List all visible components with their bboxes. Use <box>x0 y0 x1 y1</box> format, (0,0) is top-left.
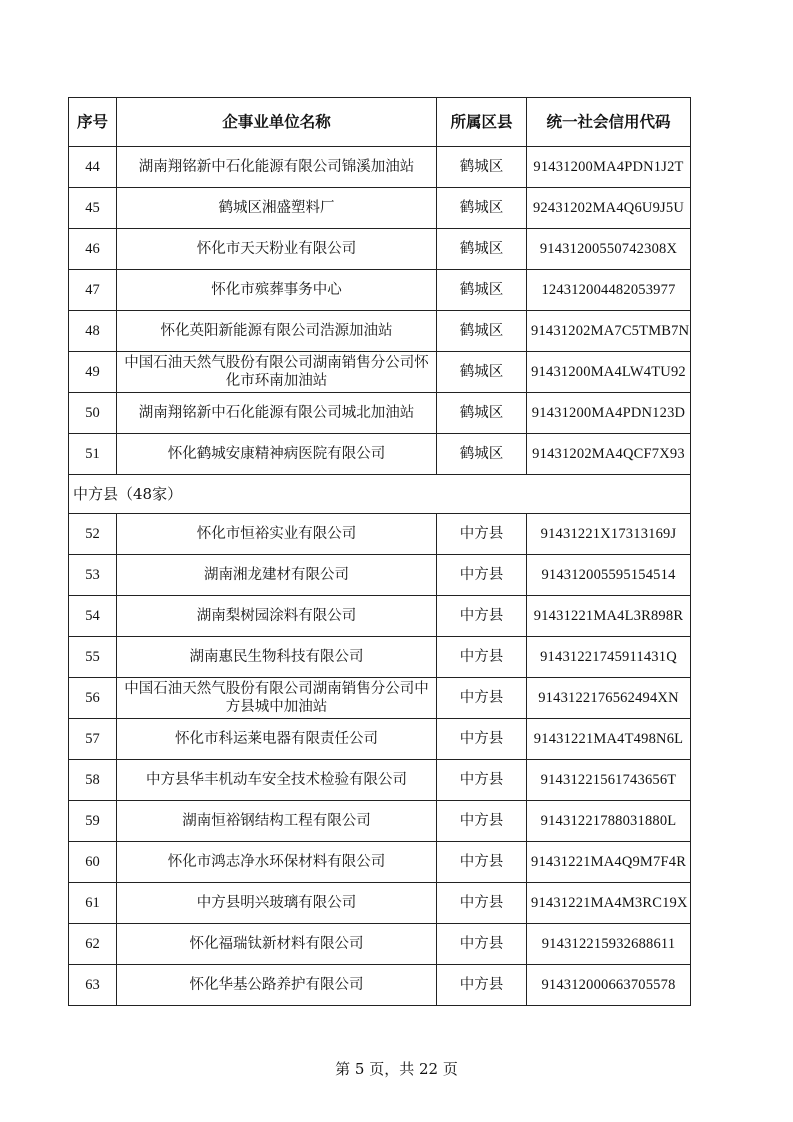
cell-district: 中方县 <box>437 801 527 842</box>
cell-seq: 51 <box>69 434 117 475</box>
cell-name: 怀化市鸿志净水环保材料有限公司 <box>117 842 437 883</box>
cell-credit-code: 91431221745911431Q <box>527 637 691 678</box>
cell-name: 鹤城区湘盛塑料厂 <box>117 188 437 229</box>
cell-credit-code: 91431221MA4M3RC19X <box>527 883 691 924</box>
cell-district: 中方县 <box>437 719 527 760</box>
cell-name: 湖南梨树园涂料有限公司 <box>117 596 437 637</box>
cell-seq: 60 <box>69 842 117 883</box>
table-row <box>69 270 691 311</box>
cell-name: 湖南翔铭新中石化能源有限公司锦溪加油站 <box>117 147 437 188</box>
table-row <box>69 883 691 924</box>
cell-name: 怀化福瑞钛新材料有限公司 <box>117 924 437 965</box>
table-row <box>69 596 691 637</box>
table-row <box>69 434 691 475</box>
cell-seq: 55 <box>69 637 117 678</box>
cell-district: 中方县 <box>437 883 527 924</box>
table-row <box>69 924 691 965</box>
cell-name: 湖南惠民生物科技有限公司 <box>117 637 437 678</box>
cell-district: 鹤城区 <box>437 352 527 393</box>
cell-district: 中方县 <box>437 924 527 965</box>
cell-district: 鹤城区 <box>437 229 527 270</box>
cell-name: 怀化市天天粉业有限公司 <box>117 229 437 270</box>
cell-name: 怀化华基公路养护有限公司 <box>117 965 437 1006</box>
cell-district: 鹤城区 <box>437 147 527 188</box>
cell-seq: 50 <box>69 393 117 434</box>
cell-credit-code: 92431202MA4Q6U9J5U <box>527 188 691 229</box>
cell-district: 中方县 <box>437 678 527 719</box>
cell-seq: 54 <box>69 596 117 637</box>
cell-seq: 52 <box>69 514 117 555</box>
cell-name: 怀化市恒裕实业有限公司 <box>117 514 437 555</box>
cell-seq: 63 <box>69 965 117 1006</box>
cell-district: 中方县 <box>437 514 527 555</box>
section-zhongfang-rows <box>69 514 691 1006</box>
cell-name: 怀化市殡葬事务中心 <box>117 270 437 311</box>
table-row <box>69 229 691 270</box>
group-row-zhongfang <box>69 475 691 514</box>
cell-name: 怀化市科运莱电器有限责任公司 <box>117 719 437 760</box>
cell-credit-code: 91431200550742308X <box>527 229 691 270</box>
table-row <box>69 801 691 842</box>
table-row <box>69 842 691 883</box>
header-district: 所属区县 <box>437 98 527 147</box>
cell-name: 中国石油天然气股份有限公司湖南销售分公司中方县城中加油站 <box>117 678 437 719</box>
table-row <box>69 188 691 229</box>
cell-district: 中方县 <box>437 842 527 883</box>
enterprise-table <box>68 97 691 1006</box>
cell-seq: 53 <box>69 555 117 596</box>
cell-district: 鹤城区 <box>437 393 527 434</box>
table-row <box>69 678 691 719</box>
table-row <box>69 637 691 678</box>
cell-seq: 61 <box>69 883 117 924</box>
cell-credit-code: 914312005595154514 <box>527 555 691 596</box>
cell-seq: 45 <box>69 188 117 229</box>
cell-credit-code: 914312215932688611 <box>527 924 691 965</box>
cell-district: 鹤城区 <box>437 311 527 352</box>
cell-district: 中方县 <box>437 596 527 637</box>
cell-name: 湖南翔铭新中石化能源有限公司城北加油站 <box>117 393 437 434</box>
cell-district: 中方县 <box>437 555 527 596</box>
cell-credit-code: 91431202MA7C5TMB7N <box>527 311 691 352</box>
cell-credit-code: 91431202MA4QCF7X93 <box>527 434 691 475</box>
cell-credit-code: 91431200MA4PDN123D <box>527 393 691 434</box>
table-row <box>69 311 691 352</box>
cell-name: 中方县华丰机动车安全技术检验有限公司 <box>117 760 437 801</box>
cell-name: 怀化鹤城安康精神病医院有限公司 <box>117 434 437 475</box>
cell-credit-code: 91431221788031880L <box>527 801 691 842</box>
cell-seq: 48 <box>69 311 117 352</box>
cell-seq: 56 <box>69 678 117 719</box>
cell-name: 中方县明兴玻璃有限公司 <box>117 883 437 924</box>
page-number: 第 5 页，共 22 页 <box>335 1060 458 1078</box>
cell-credit-code: 914312000663705578 <box>527 965 691 1006</box>
table-row <box>69 719 691 760</box>
cell-credit-code: 91431221561743656T <box>527 760 691 801</box>
header-name: 企事业单位名称 <box>117 98 437 147</box>
cell-district: 中方县 <box>437 965 527 1006</box>
cell-district: 中方县 <box>437 637 527 678</box>
table-header-row <box>69 98 691 147</box>
table-row <box>69 393 691 434</box>
header-credit-code: 统一社会信用代码 <box>527 98 691 147</box>
cell-credit-code: 91431200MA4LW4TU92 <box>527 352 691 393</box>
cell-credit-code: 91431221MA4L3R898R <box>527 596 691 637</box>
cell-credit-code: 91431221X17313169J <box>527 514 691 555</box>
cell-credit-code: 9143122176562494XN <box>527 678 691 719</box>
cell-name: 怀化英阳新能源有限公司浩源加油站 <box>117 311 437 352</box>
cell-name: 中国石油天然气股份有限公司湖南销售分公司怀化市环南加油站 <box>117 352 437 393</box>
table-row <box>69 555 691 596</box>
cell-district: 中方县 <box>437 760 527 801</box>
cell-credit-code: 91431221MA4T498N6L <box>527 719 691 760</box>
cell-credit-code: 91431221MA4Q9M7F4R <box>527 842 691 883</box>
cell-district: 鹤城区 <box>437 188 527 229</box>
cell-credit-code: 91431200MA4PDN1J2T <box>527 147 691 188</box>
cell-district: 鹤城区 <box>437 434 527 475</box>
cell-seq: 47 <box>69 270 117 311</box>
cell-seq: 62 <box>69 924 117 965</box>
cell-name: 湖南恒裕钢结构工程有限公司 <box>117 801 437 842</box>
table-row <box>69 514 691 555</box>
cell-seq: 59 <box>69 801 117 842</box>
table-row <box>69 352 691 393</box>
section-hecheng-rows <box>69 147 691 475</box>
cell-name: 湖南湘龙建材有限公司 <box>117 555 437 596</box>
cell-district: 鹤城区 <box>437 270 527 311</box>
cell-seq: 49 <box>69 352 117 393</box>
table-row <box>69 147 691 188</box>
group-label: 中方县（48家） <box>69 475 691 514</box>
cell-seq: 58 <box>69 760 117 801</box>
cell-seq: 46 <box>69 229 117 270</box>
table-row <box>69 760 691 801</box>
table-row <box>69 965 691 1006</box>
cell-seq: 57 <box>69 719 117 760</box>
cell-seq: 44 <box>69 147 117 188</box>
header-seq: 序号 <box>69 98 117 147</box>
cell-credit-code: 124312004482053977 <box>527 270 691 311</box>
